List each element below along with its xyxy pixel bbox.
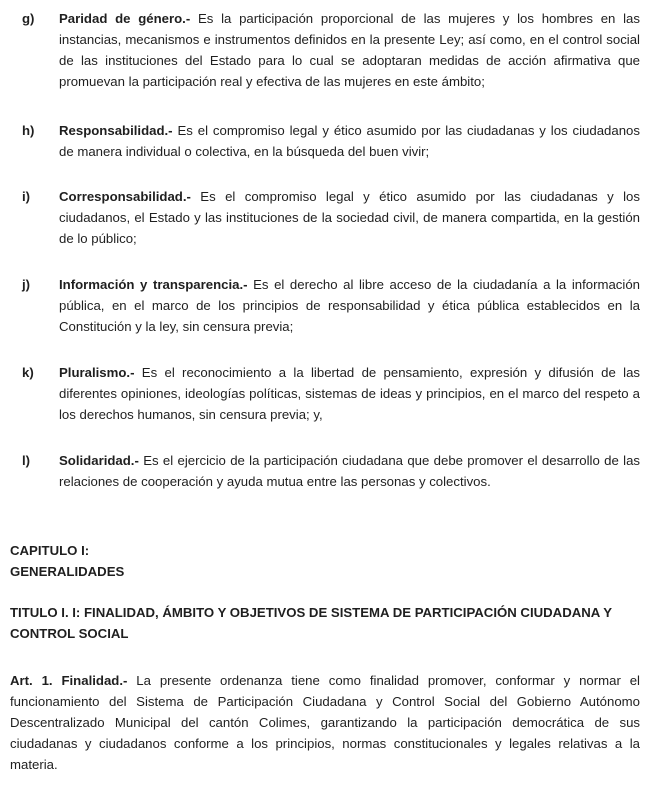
principle-h — [22, 120, 640, 162]
item-term: Corresponsabilidad.- — [59, 189, 191, 204]
principle-j — [22, 274, 640, 337]
item-term: Paridad de género.- — [59, 11, 191, 26]
article-term: Art. 1. Finalidad.- — [10, 673, 128, 688]
item-letter: l) — [22, 453, 31, 468]
item-letter: j) — [22, 277, 31, 292]
principle-i — [22, 186, 640, 249]
item-letter: h) — [22, 123, 35, 138]
chapter-title: GENERALIDADES — [10, 564, 125, 579]
title-heading: TITULO I. I: FINALIDAD, ÁMBITO Y OBJETIVOS DE SISTEMA DE PARTICIPACIÓN CIUDADANA Y CONTROL SOCIAL — [10, 605, 612, 641]
item-text: Es el derecho al libre acceso de la ciudadanía a la información pública, en el marco de los principios de responsabilidad y ética pública establecidos en la Constitución y la ley, sin censura previa; — [59, 277, 640, 334]
chapter-heading — [10, 540, 640, 582]
item-term: Pluralismo.- — [59, 365, 135, 380]
article-text: La presente ordenanza tiene como finalidad promover, conformar y normar el funcionamiento del Sistema de Participación Ciudadana y Control Social del Gobierno Autónomo Descentralizado Municipal del cantón Colimes, garantizando la participación democrática de sus ciudadanas y ciudadanos conforme a los principios, normas constitucionales y legales relativas a la materia. — [10, 673, 640, 772]
item-letter: i) — [22, 189, 31, 204]
principle-g — [22, 8, 640, 92]
principle-k — [22, 362, 640, 425]
item-text: Es el compromiso legal y ético asumido por las ciudadanas y los ciudadanos de manera individual o colectiva, en la búsqueda del buen vivir; — [59, 123, 640, 159]
chapter-number: CAPITULO I: — [10, 543, 90, 558]
item-term: Responsabilidad.- — [59, 123, 173, 138]
item-term: Información y transparencia.- — [59, 277, 248, 292]
article-1 — [10, 670, 640, 775]
item-term: Solidaridad.- — [59, 453, 139, 468]
principle-l — [22, 450, 640, 492]
item-text: Es la participación proporcional de las mujeres y los hombres en las instancias, mecanismos e instrumentos definidos en la presente Ley; así como, en el control social de las instituciones del Estado para lo cual se adoptaran medidas de acción afirmativa que promuevan la participación real y efectiva de las mujeres en este ámbito; — [59, 11, 640, 89]
item-text: Es el ejercicio de la participación ciudadana que debe promover el desarrollo de las relaciones de cooperación y ayuda mutua entre las personas y colectivos. — [59, 453, 640, 489]
item-letter: k) — [22, 365, 34, 380]
item-text: Es el compromiso legal y ético asumido por las ciudadanas y los ciudadanos, el Estado y las instituciones de la sociedad civil, de manera compartida, en la gestión de lo público; — [59, 189, 640, 246]
item-text: Es el reconocimiento a la libertad de pensamiento, expresión y difusión de las diferentes opiniones, ideologías políticas, sistemas de ideas y principios, en el marco del respeto a los derechos humanos, sin censura previa; y, — [59, 365, 640, 422]
item-letter: g) — [22, 11, 35, 26]
